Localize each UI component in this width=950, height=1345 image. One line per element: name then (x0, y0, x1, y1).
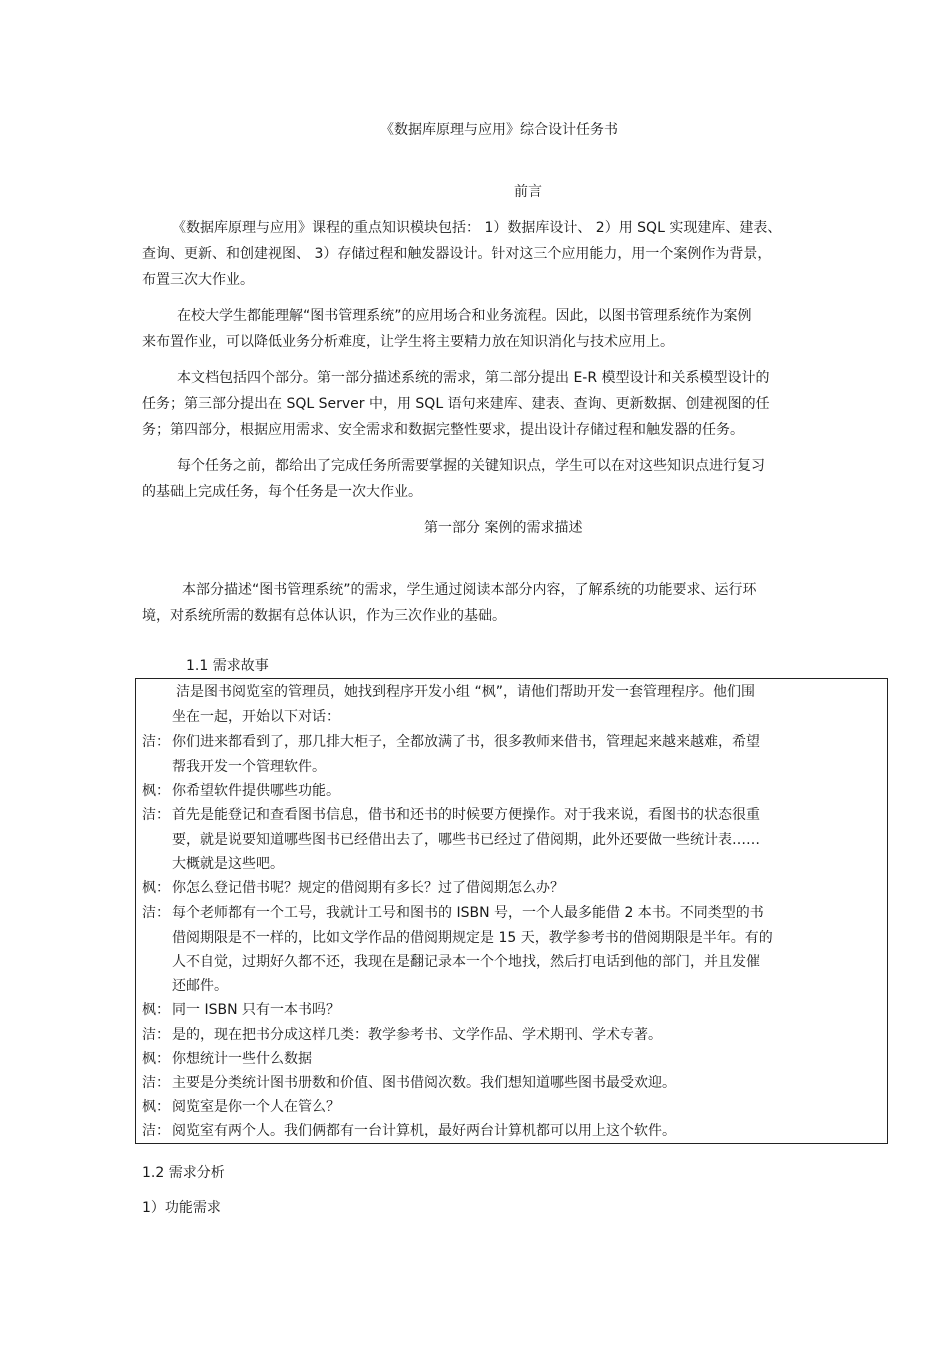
section-1-1-heading: 1.1 需求故事 (186, 658, 269, 674)
dialogue-line: 每个老师都有一个工号，我就计工号和图书的 ISBN 号，一个人最多能借 2 本书。不同类型的书 (172, 905, 764, 921)
document-title: 《数据库原理与应用》综合设计任务书 (380, 122, 618, 138)
dialogue-line: 是的，现在把书分成这样几类：教学参考书、文学作品、学术期刊、学术专著。 (172, 1027, 662, 1043)
dialogue-speaker: 洁： (142, 1027, 170, 1043)
dialogue-line: 同一 ISBN 只有一本书吗？ (172, 1002, 340, 1018)
preface-p4-line2: 的基础上完成任务，每个任务是一次大作业。 (142, 484, 422, 500)
dialogue-line: 主要是分类统计图书册数和价值、图书借阅次数。我们想知道哪些图书最受欢迎。 (172, 1075, 676, 1091)
dialogue-speaker: 枫： (142, 1051, 170, 1067)
part1-heading: 第一部分 案例的需求描述 (424, 520, 583, 536)
story-intro-line2: 坐在一起，开始以下对话： (172, 709, 340, 725)
dialogue-line: 首先是能登记和查看图书信息，借书和还书的时候要方便操作。对于我来说，看图书的状态很重 (172, 807, 760, 823)
dialogue-line: 你们进来都看到了，那几排大柜子，全都放满了书，很多教师来借书，管理起来越来越难，希望 (172, 734, 760, 750)
dialogue-speaker: 洁： (142, 1075, 170, 1091)
dialogue-line: 你想统计一些什么数据 (172, 1051, 312, 1067)
preface-p1-line3: 布置三次大作业。 (142, 272, 254, 288)
dialogue-speaker: 枫： (142, 880, 170, 896)
dialogue-speaker: 枫： (142, 1099, 170, 1115)
section-1-2-heading: 1.2 需求分析 (142, 1165, 225, 1181)
dialogue-line: 帮我开发一个管理软件。 (172, 759, 326, 775)
dialogue-speaker: 枫： (142, 1002, 170, 1018)
preface-p3-line2: 任务；第三部分提出在 SQL Server 中，用 SQL 语句来建库、建表、查询、更新数据、创建视图的任 (142, 396, 770, 412)
dialogue-speaker: 洁： (142, 1123, 170, 1139)
functional-requirements-heading: 1）功能需求 (142, 1200, 221, 1216)
preface-p3-line1: 本文档包括四个部分。第一部分描述系统的需求，第二部分提出 E-R 模型设计和关系模型设计的 (177, 370, 770, 386)
dialogue-line: 大概就是这些吧。 (172, 856, 284, 872)
dialogue-line: 阅览室是你一个人在管么？ (172, 1099, 340, 1115)
dialogue-speaker: 洁： (142, 734, 170, 750)
dialogue-line: 阅览室有两个人。我们俩都有一台计算机，最好两台计算机都可以用上这个软件。 (172, 1123, 676, 1139)
dialogue-line: 人不自觉，过期好久都不还，我现在是翻记录本一个个地找，然后打电话到他的部门，并且发催 (172, 954, 760, 970)
preface-p1-line1: 《数据库原理与应用》课程的重点知识模块包括： 1）数据库设计、 2）用 SQL 实现建库、建表、 (172, 220, 782, 236)
dialogue-speaker: 洁： (142, 807, 170, 823)
dialogue-line: 要，就是说要知道哪些图书已经借出去了，哪些书已经过了借阅期，此外还要做一些统计表…… (172, 832, 760, 848)
dialogue-line: 你希望软件提供哪些功能。 (172, 783, 340, 799)
preface-p4-line1: 每个任务之前，都给出了完成任务所需要掌握的关键知识点，学生可以在对这些知识点进行复习 (177, 458, 765, 474)
preface-p2-line1: 在校大学生都能理解“图书管理系统”的应用场合和业务流程。因此，以图书管理系统作为案例 (177, 308, 752, 324)
preface-heading: 前言 (514, 184, 542, 200)
dialogue-line: 还邮件。 (172, 978, 228, 994)
preface-p1-line2: 查询、更新、和创建视图、 3）存储过程和触发器设计。针对这三个应用能力，用一个案例作为背景， (142, 246, 772, 262)
dialogue-line: 借阅期限是不一样的，比如文学作品的借阅期规定是 15 天，教学参考书的借阅期限是半年。有的 (172, 930, 773, 946)
part1-intro-line2: 境，对系统所需的数据有总体认识，作为三次作业的基础。 (142, 608, 506, 624)
dialogue-speaker: 洁： (142, 905, 170, 921)
dialogue-speaker: 枫： (142, 783, 170, 799)
story-intro-line1: 洁是图书阅览室的管理员，她找到程序开发小组 “枫”，请他们帮助开发一套管理程序。他们围 (176, 684, 755, 700)
part1-intro-line1: 本部分描述“图书管理系统”的需求，学生通过阅读本部分内容，了解系统的功能要求、运行环 (182, 582, 757, 598)
dialogue-line: 你怎么登记借书呢？规定的借阅期有多长？过了借阅期怎么办？ (172, 880, 564, 896)
preface-p3-line3: 务；第四部分，根据应用需求、安全需求和数据完整性要求，提出设计存储过程和触发器的任务。 (142, 422, 744, 438)
preface-p2-line2: 来布置作业，可以降低业务分析难度，让学生将主要精力放在知识消化与技术应用上。 (142, 334, 674, 350)
